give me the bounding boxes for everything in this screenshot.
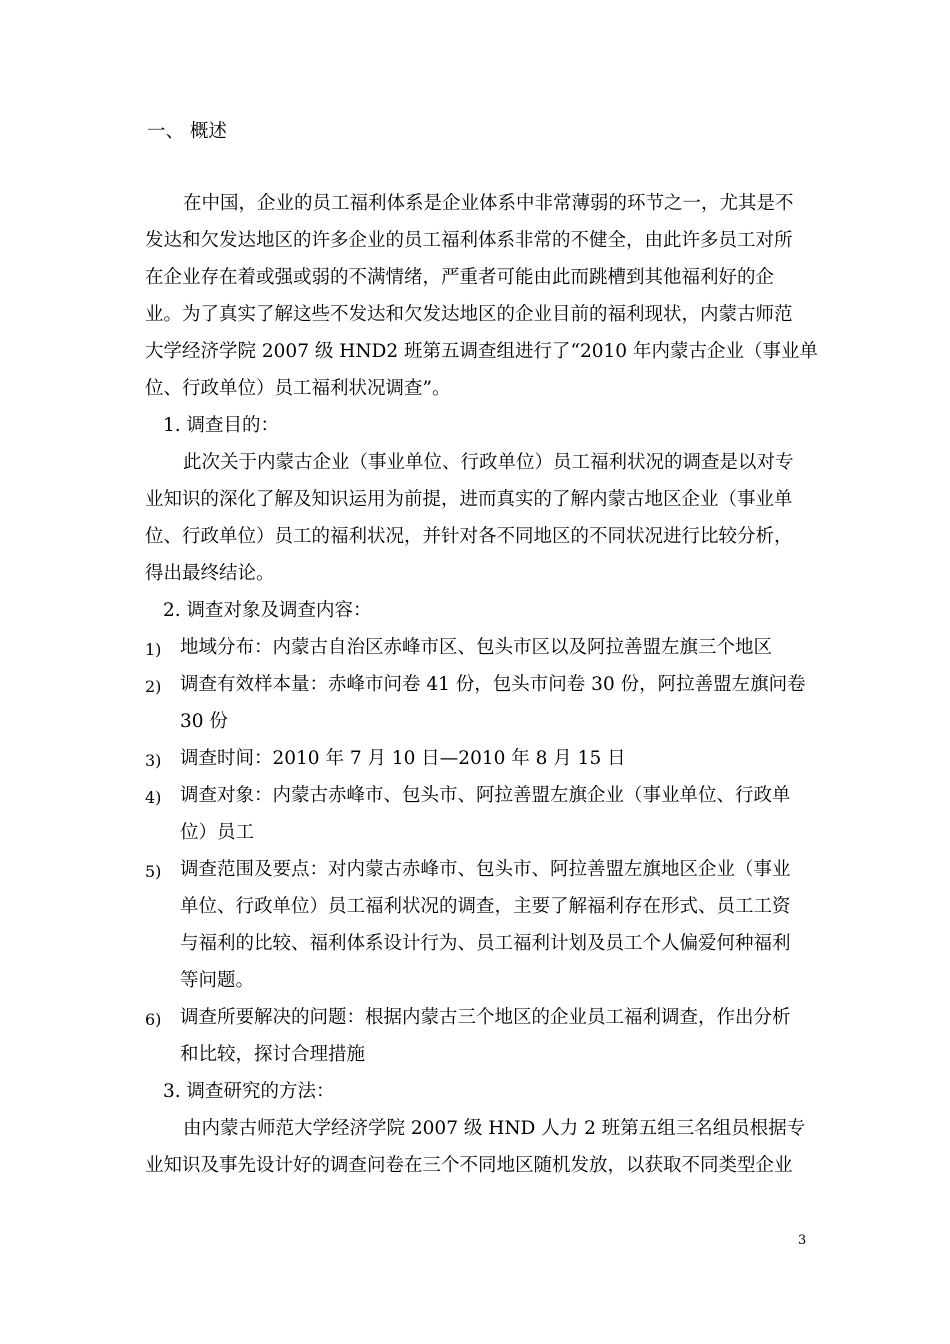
list-item-line: 调查对象：内蒙古赤峰市、包头市、阿拉善盟左旗企业（事业单位、行政单 [180, 785, 791, 806]
list-item-number: 2) [145, 677, 162, 696]
intro-line: 在中国，企业的员工福利体系是企业体系中非常薄弱的环节之一，尤其是不 [183, 193, 794, 214]
method-line: 业知识及事先设计好的调查问卷在三个不同地区随机发放，以获取不同类型企业 [145, 1155, 793, 1176]
intro-line: 发达和欠发达地区的许多企业的员工福利体系非常的不健全，由此许多员工对所 [145, 230, 793, 251]
list-item-line: 调查范围及要点：对内蒙古赤峰市、包头市、阿拉善盟左旗地区企业（事业 [180, 859, 791, 880]
purpose-line: 得出最终结论。 [145, 563, 275, 584]
intro-line: 大学经济学院 2007 级 HND2 班第五调查组进行了“2010 年内蒙古企业（事业单 [145, 341, 818, 362]
list-item-number: 1) [145, 640, 162, 659]
list-item-line: 单位、行政单位）员工福利状况的调查，主要了解福利存在形式、员工工资 [180, 896, 791, 917]
method-heading: 3. 调查研究的方法： [163, 1081, 335, 1102]
intro-line: 在企业存在着或强或弱的不满情绪，严重者可能由此而跳槽到其他福利好的企 [145, 267, 775, 288]
intro-line: 位、行政单位）员工福利状况调查”。 [145, 378, 451, 399]
list-item-line: 地域分布：内蒙古自治区赤峰市区、包头市区以及阿拉善盟左旗三个地区 [180, 637, 773, 658]
purpose-line: 位、行政单位）员工的福利状况，并针对各不同地区的不同状况进行比较分析， [145, 526, 793, 547]
list-item-line: 调查时间：2010 年 7 月 10 日—2010 年 8 月 15 日 [180, 748, 626, 769]
list-item-line: 与福利的比较、福利体系设计行为、员工福利计划及员工个人偏爱何种福利 [180, 933, 791, 954]
method-line: 由内蒙古师范大学经济学院 2007 级 HND 人力 2 班第五组三名组员根据专 [183, 1118, 806, 1139]
intro-line: 业。为了真实了解这些不发达和欠发达地区的企业目前的福利现状，内蒙古师范 [145, 304, 793, 325]
list-item-line: 等问题。 [180, 970, 255, 991]
list-item-number: 3) [145, 751, 162, 770]
list-item-line: 位）员工 [180, 822, 255, 843]
purpose-line: 此次关于内蒙古企业（事业单位、行政单位）员工福利状况的调查是以对专 [183, 452, 794, 473]
list-item-line: 30 份 [180, 711, 228, 732]
list-item-line: 和比较，探讨合理措施 [180, 1044, 366, 1065]
list-item-line: 调查有效样本量：赤峰市问卷 41 份，包头市问卷 30 份，阿拉善盟左旗问卷 [180, 674, 806, 695]
purpose-heading: 1. 调查目的： [163, 415, 280, 436]
objects-heading: 2. 调查对象及调查内容： [163, 600, 372, 621]
section-heading: 一、 概述 [147, 121, 227, 142]
list-item-line: 调查所要解决的问题：根据内蒙古三个地区的企业员工福利调查，作出分析 [180, 1007, 791, 1028]
list-item-number: 4) [145, 788, 162, 807]
purpose-line: 业知识的深化了解及知识运用为前提，进而真实的了解内蒙古地区企业（事业单 [145, 489, 793, 510]
list-item-number: 6) [145, 1010, 162, 1029]
page-number: 3 [798, 1233, 807, 1248]
list-item-number: 5) [145, 862, 162, 881]
